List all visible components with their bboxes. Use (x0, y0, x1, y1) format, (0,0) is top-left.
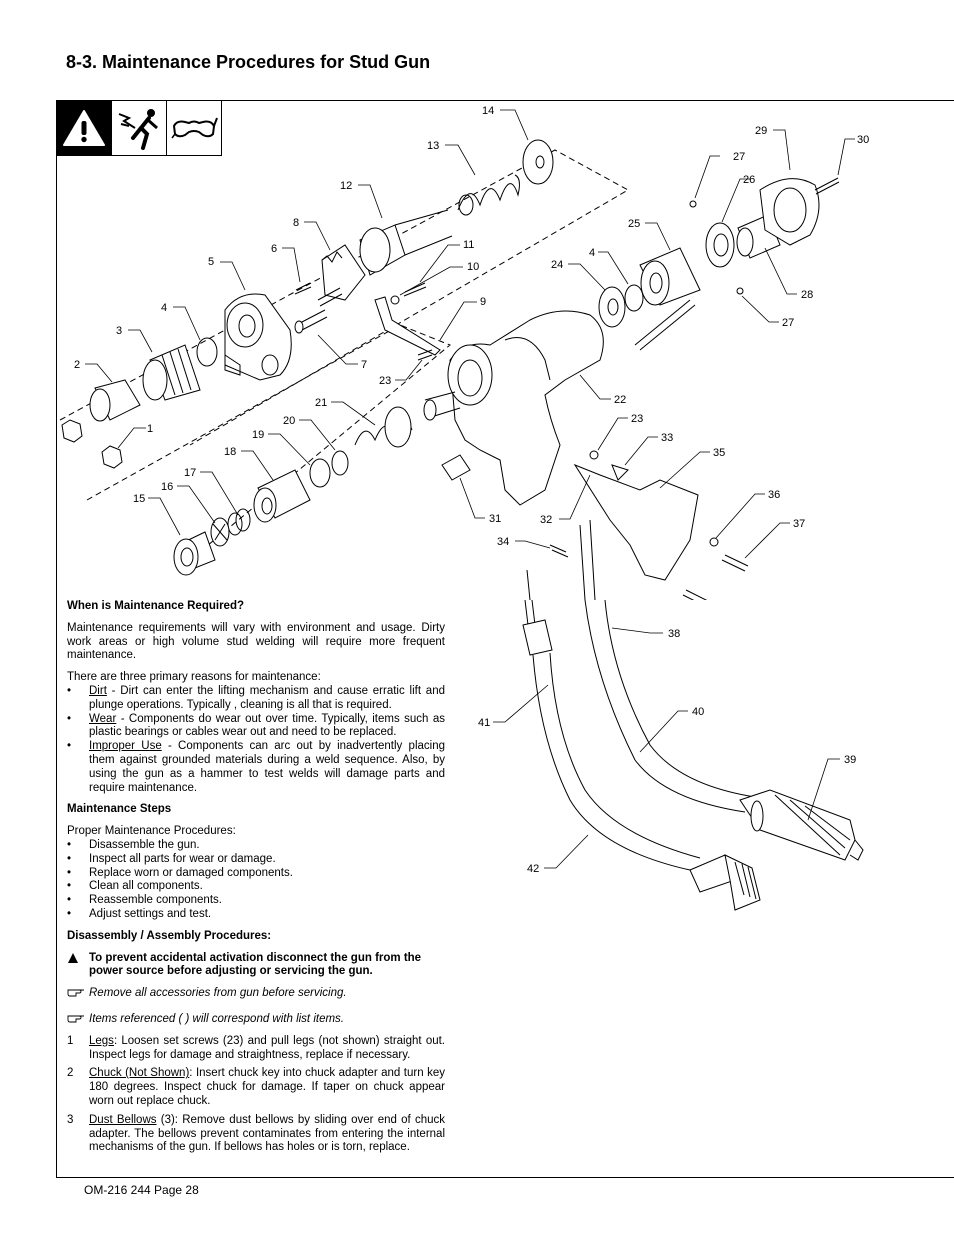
warning-text: To prevent accidental activation disconnect the gun from the power source before adjusting or servicing the gun. (89, 951, 422, 978)
section-heading: Disassembly / Assembly Procedures: (67, 929, 272, 942)
note-text: Remove all accessories from gun before servicing. (89, 987, 347, 1000)
callout-label: 36 (768, 489, 781, 501)
callout-label: 2 (74, 359, 81, 371)
callout-label: 41 (478, 717, 491, 729)
callout-label: 30 (857, 134, 870, 146)
list-item (67, 740, 445, 795)
page-footer: OM-216 244 Page 28 (84, 1183, 199, 1197)
callout-label: 11 (463, 239, 475, 251)
callout-label: 6 (271, 243, 278, 255)
list-item: • Clean all components. (67, 880, 445, 894)
maintenance-text-column (67, 600, 445, 1160)
list-item: • Inspect all parts for wear or damage. (67, 853, 445, 867)
paragraph: There are three primary reasons for maintenance: (67, 671, 321, 684)
numbered-step (67, 1114, 445, 1155)
callout-label: 42 (527, 863, 540, 875)
term-description: - Components do wear out over time. Typically, items such as plastic bearings or cables wear out and need to be replaced. (89, 712, 445, 739)
pointing-hand-icon (67, 986, 85, 1003)
frame-bottom-rule (56, 1177, 954, 1178)
callout-label: 1 (147, 423, 154, 435)
callout-label: 22 (614, 394, 627, 406)
term: Dirt (89, 684, 107, 697)
callout-label: 32 (540, 514, 553, 526)
callout-label: 4 (161, 302, 168, 314)
callout-label: 23 (379, 375, 392, 387)
callout-label: 33 (661, 432, 674, 444)
step-number: 3 (67, 1113, 74, 1126)
list-item: • Replace worn or damaged components. (67, 867, 445, 881)
callout-label: 20 (283, 415, 296, 427)
callout-label: 17 (184, 467, 197, 479)
callout-label: 12 (340, 180, 353, 192)
callout-label: 18 (224, 446, 237, 458)
page-title: 8-3. Maintenance Procedures for Stud Gun (66, 52, 431, 72)
callout-label: 4 (589, 247, 596, 259)
list-item (67, 685, 445, 713)
callout-label: 24 (551, 259, 564, 271)
paragraph: Maintenance requirements will vary with environment and usage. Dirty work areas or high volume stud welding will require more frequent maintenance. (67, 621, 445, 662)
warning-block (67, 952, 445, 980)
callout-label: 31 (489, 513, 502, 525)
callout-label: 37 (793, 518, 806, 530)
note-text: Items referenced ( ) will correspond with list items. (89, 1012, 344, 1025)
callout-label: 39 (844, 754, 857, 766)
list-item: • Reassemble components. (67, 894, 445, 908)
callout-label: 23 (631, 413, 644, 425)
step-number: 2 (67, 1067, 74, 1080)
callout-label: 7 (361, 359, 368, 371)
note-block (67, 1013, 445, 1027)
callout-label: 15 (133, 493, 146, 505)
callout-label: 13 (427, 140, 440, 152)
term-description: - Components can arc out by inadvertently placing them against grounded materials during a weld sequence. Also, by using the gun as a hammer to test welds will damage parts and require maintenance. (89, 740, 445, 794)
callout-label: 5 (208, 256, 215, 268)
term: Legs (89, 1034, 114, 1047)
list-item: • Disassemble the gun. (67, 839, 445, 853)
step-number: 1 (67, 1034, 74, 1047)
callout-label: 35 (713, 447, 726, 459)
term: Improper Use (89, 740, 162, 753)
callout-label: 21 (315, 397, 328, 409)
pointing-hand-icon (67, 1012, 85, 1029)
warning-triangle-icon (67, 952, 79, 969)
callout-label: 34 (497, 536, 510, 548)
callout-label: 9 (480, 296, 487, 308)
list-item (67, 713, 445, 741)
step-text: : Loosen set screws (23) and pull legs (not shown) straight out. Inspect legs for damage and straightness, replace if necessary. (89, 1034, 445, 1061)
callout-label: 40 (692, 706, 705, 718)
numbered-step (67, 1035, 445, 1063)
callout-label: 29 (755, 125, 768, 137)
term: Chuck (Not Shown) (89, 1067, 190, 1080)
numbered-step (67, 1067, 445, 1108)
callout-label: 19 (252, 429, 265, 441)
callout-label: 27 (733, 151, 746, 163)
callout-label: 3 (116, 325, 123, 337)
section-heading: When is Maintenance Required? (67, 600, 244, 612)
callout-label: 28 (801, 289, 814, 301)
list-item: • Adjust settings and test. (67, 908, 445, 922)
callout-label: 27 (782, 317, 795, 329)
callout-label: 14 (482, 105, 495, 117)
term-description: - Dirt can enter the lifting mechanism and cause erratic lift and plunge operations. Typically , cleaning is all that is required. (89, 684, 445, 711)
term: Dust Bellows (89, 1113, 157, 1126)
callout-label: 10 (467, 261, 480, 273)
step-text: : Insert chuck key into chuck adapter and turn key 180 degrees. Inspect chuck for damage. If taper on chuck appear worn out replace chuck. (89, 1067, 445, 1107)
callout-label: 16 (161, 481, 174, 493)
callout-label: 38 (668, 628, 681, 640)
paragraph: Proper Maintenance Procedures: (67, 825, 236, 838)
callout-label: 26 (743, 174, 756, 186)
term: Wear (89, 712, 117, 725)
section-heading: Maintenance Steps (67, 803, 172, 816)
exploded-parts-diagram (0, 0, 954, 600)
callout-label: 25 (628, 218, 641, 230)
callout-label: 8 (293, 217, 300, 229)
step-text: (3): Remove dust bellows by sliding over end of chuck adapter. The bellows prevent contaminates from entering the internal mechanisms of the gun. If bellows has holes or is torn, replace. (89, 1113, 445, 1154)
note-block (67, 987, 445, 1001)
